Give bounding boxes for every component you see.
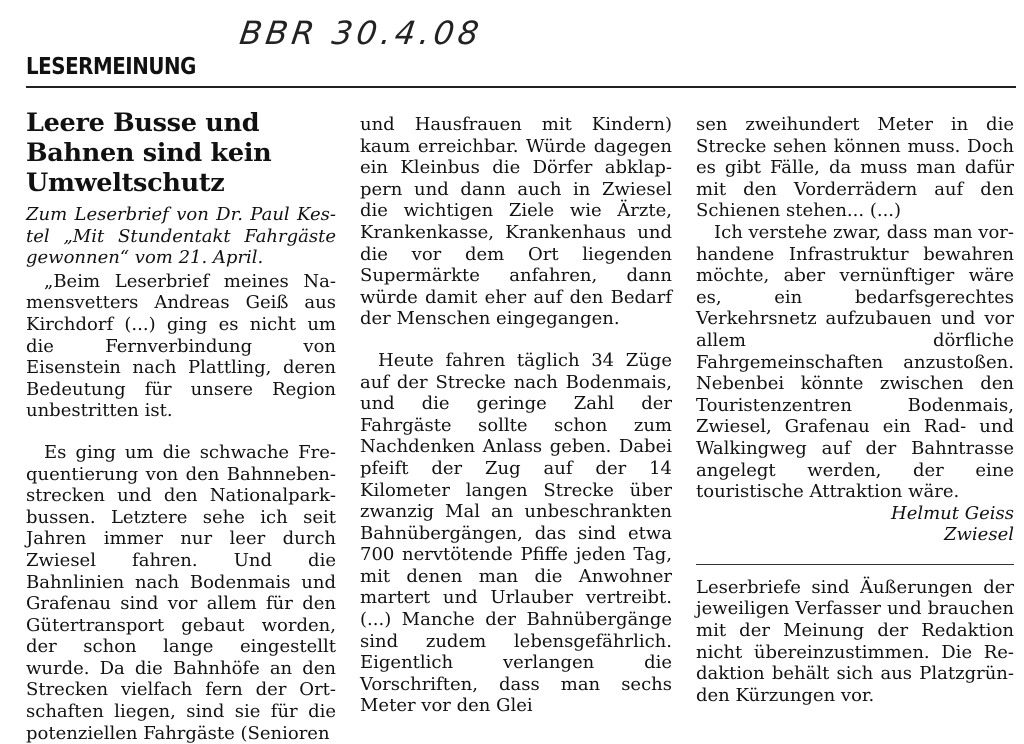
paragraph-2-part-1: Es ging um die schwache Frequentierung von den Bahnnebenstrecken und den Nationalparkbussen. Letztere sehe ich seit Jahren immer nur leer durch Zwiesel fahren. Und die Bahnlinien nach Bodenmais und Grafenau sind vor allem für den Gütertransport gebaut worden, der schon lange eingestellt wurde. Da die Bahnhöfe an den Strecken vielfach fern der Ortschaften liegen, sind sie für die potenziellen Fahrgäste (Senioren	[26, 441, 336, 744]
section-rubric: LESERMEINUNG	[26, 54, 196, 80]
paragraph-2-part-2: und Hausfrauen mit Kindern) kaum erreichbar. Würde dagegen ein Kleinbus die Dörfer abklappern und dann auch in Zwiesel die wichtigen Ziele wie Ärzte, Krankenkasse, Krankenhaus und die vor dem Ort liegenden Supermärkte anfahren, dann würde damit eher auf den Bedarf der Menschen eingegangen.	[360, 114, 672, 330]
article-column-2	[360, 114, 672, 717]
disclaimer-divider	[696, 564, 1014, 565]
article-headline: Leere Busse und Bahnen sind kein Umweltschutz	[26, 108, 272, 198]
rubric-divider	[26, 86, 1016, 88]
article-column-1	[26, 108, 336, 744]
paragraph-1: „Beim Leserbrief meines Namensvetters Andreas Geiß aus Kirchdorf (...) ging es nicht um die Fernverbindung von Eisenstein nach Plattling, deren Bedeutung für unsere Region unbestritten ist.	[26, 270, 336, 422]
article-column-3	[696, 114, 1014, 706]
paragraph-3-part-2: sen zweihundert Meter in die Strecke sehen können muss. Doch es gibt Fälle, da muss man dafür mit den Vorderrädern auf den Schienen stehen... (...)	[696, 114, 1014, 222]
paragraph-4: Ich verstehe zwar, dass man vorhandene Infrastruktur bewahren möchte, aber vernünftiger wäre es, ein bedarfsgerechtes Verkehrsnetz aufzubauen und vor allem dörfliche Fahrgemeinschaften anzustoßen. Nebenbei könnte zwischen den Touristenzentren Bodenmais, Zwiesel, Grafenau ein Rad- und Walkingweg auf der Bahntrasse angelegt werden, der eine touristische Attraktion wäre.	[696, 221, 1014, 503]
editorial-disclaimer: Leserbriefe sind Äußerungen der jeweiligen Verfasser und brauchen mit der Meinung der Redaktion nicht übereinzustimmen. Die Redaktion behält sich aus Platzgründen Kürzungen vor.	[696, 576, 1014, 706]
article-intro: Zum Leserbrief von Dr. Paul Kestel „Mit Stundentakt Fahrgäste gewonnen“ vom 21. April.	[26, 204, 336, 269]
paragraph-3-part-1: Heute fahren täglich 34 Züge auf der Strecke nach Bodenmais, und die geringe Zahl der Fahrgäste sollte schon zum Nachdenken Anlass geben. Dabei pfeift der Zug auf der 14 Kilometer langen Strecke über zwanzig Mal an unbeschrankten Bahnübergängen, das sind etwa 700 nervtötende Pfiffe jeden Tag, mit denen man die Anwohner martert und Urlauber vertreibt. (...) Manche der Bahnübergänge sind zudem lebensgefährlich. Eigentlich verlangen die Vorschriften, dass man sechs Meter vor den Glei	[360, 349, 672, 717]
author-name: Helmut Geiss	[891, 502, 1014, 524]
author-place: Zwiesel	[944, 524, 1014, 546]
handwritten-date-note: BBR 30.4.08	[237, 14, 486, 52]
